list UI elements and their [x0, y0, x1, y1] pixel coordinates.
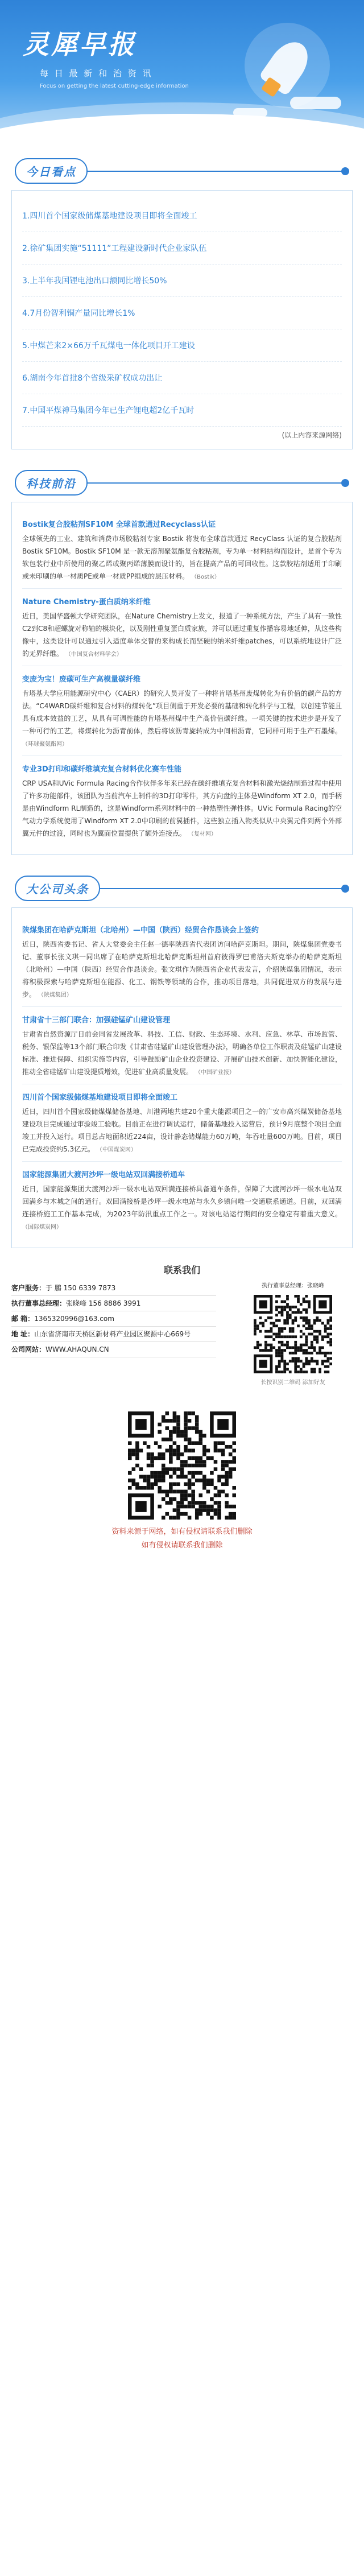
tech-articles [11, 502, 353, 855]
section-title: 大公司头条 [15, 876, 100, 901]
list-item[interactable]: 5.中煤芒来2×66万千瓦煤电一体化项目开工建设 [22, 329, 342, 362]
section-heading-tech [0, 460, 364, 499]
article-body: 甘肃省自然资源厅日前会同省发展改革、科技、工信、财政、生态环境、水利、应急、林草、市场监管、税务、银保监等13个部门联合印发《甘肃省硅锰矿山建设管理办法》，明确各单位工作职责及硅锰矿山建设标准、推进保障、组织实施等内容，引导鼓励矿山企业投资建设、开展矿山技术创新、加快智能化建设，推动全省硅锰矿山建设提质增效，促进矿业高质量发展。 （中国矿业报） [22, 1030, 342, 1076]
contact-row: 客户服务：于 鹏 150 6339 7873 [11, 1281, 216, 1296]
footer-line: 资料来源于网络，如有侵权请联系我们删除 [111, 1528, 253, 1536]
article-source: （中国复合材料学会） [65, 651, 122, 658]
footer-line: 如有侵权请联系我们删除 [141, 1541, 223, 1550]
section-title: 今日看点 [15, 158, 88, 184]
contact-title: 联系我们 [163, 1265, 200, 1275]
contact-row: 执行董事总经理：张晓峰 156 8886 3991 [11, 1296, 216, 1311]
article [22, 1084, 342, 1162]
article-title[interactable]: 变废为宝！废碳可生产高模量碳纤维 [22, 675, 141, 684]
article-source: （环球聚氨酯网） [22, 741, 68, 748]
section-title: 科技前沿 [15, 470, 88, 496]
article-title[interactable]: Bostik复合胶粘剂SF10M 全球首款通过Recyclass认证 [22, 521, 216, 529]
header-banner [0, 0, 364, 148]
article-body: 近日，陕西省委书记、省人大常委会主任赵一德率陕西省代表团访问哈萨克斯坦。期间，陕煤集团党委书记、董事长张文琪一同出席了在哈萨克斯坦北哈萨克斯坦州首府彼得罗巴甫洛夫斯克举办的哈萨克斯坦（北哈州）—中国（陕西）经贸合作恳谈会。张文琪作为陕西省企业代表发言，介绍陕煤集团情况，表示将积极探索与哈萨克斯坦在能源、化工、钢铁等领域的合作，推动项目落地，共同促进双方的发展与进步。 （陕煤集团） [22, 940, 342, 998]
heading-dot [341, 479, 349, 487]
qr-code-panel [233, 1281, 353, 1387]
qr-caption: 执行董事总经理：张晓峰 [262, 1283, 324, 1289]
page-subtitle: 每 日 最 新 和 治 资 讯 [40, 68, 153, 79]
list-item[interactable]: 6.湖南今年首批8个省级采矿权成功出让 [22, 362, 342, 394]
list-item[interactable]: 4.7月份智利铜产量同比增长1% [22, 297, 342, 329]
contact-row[interactable]: 邮 箱：1365320996@163.com [11, 1311, 216, 1327]
article-body: 近日，国家能源集团大渡河沙坪一级水电站双回满连接桥具备通车条件，保障了大渡河沙坪一级水电站双回满乡与木城之间的通行。双回满接桥是沙坪一级水电站与永久乡镇间唯一交通联系通道。目前，双回满连接桥施工工作基本完成，为2023年防汛重点工作之一。对该电站运行期间的安全稳定有着重大意义。 （国际煤炭网） [22, 1185, 342, 1231]
section-heading-company [0, 865, 364, 905]
contact-row[interactable]: 公司网站：WWW.AHAQUN.CN [11, 1342, 216, 1357]
article-title[interactable]: 国家能源集团大渡河沙坪一级电站双回满接桥通车 [22, 1171, 185, 1179]
qr-code-icon[interactable] [250, 1291, 336, 1377]
article [22, 511, 342, 589]
contact-row: 地 址：山东省济南市天桥区新材料产业园区聚源中心669号 [11, 1327, 216, 1342]
article-source: （陕煤集团） [38, 992, 72, 998]
article-source: （复材网） [188, 831, 217, 837]
article-body: 全球领先的工业、建筑和消费市场胶粘剂专家 Bostik 将发布全球首款通过 RecyClass 认证的复合胶粘剂 Bostik SF10M。Bostik SF10M 是一款无溶剂聚氨酯复合胶粘剂，专为单一材料结构而设计，是首个专为软包装行业中所使用的聚乙烯或聚丙烯薄膜而设计的，旨在提高产品的可回收性。这款胶粘剂适用于印刷或未印刷的单一材质PE或单一材质PP组成的层压材料。 （Bostik） [22, 535, 342, 580]
heading-dot [341, 885, 349, 893]
article-title[interactable]: 陕煤集团在哈萨克斯坦（北哈州）—中国（陕西）经贸合作恳谈会上签约 [22, 926, 259, 935]
article [22, 756, 342, 845]
today-list [11, 190, 353, 449]
footer-note [0, 1525, 364, 1553]
article-source: （中国矿业报） [195, 1070, 235, 1076]
article [22, 589, 342, 666]
article-source: （Bostik） [191, 574, 220, 580]
article-title[interactable]: 四川首个国家级储煤基地建设项目即将全面竣工 [22, 1093, 178, 1102]
qr-note: 长按识别二维码 添加好友 [260, 1380, 325, 1386]
article [22, 1007, 342, 1084]
list-item[interactable]: 2.徐矿集团实施“51111”工程建设新时代企业家队伍 [22, 232, 342, 265]
article [22, 666, 342, 756]
list-item[interactable]: 3.上半年我国锂电池出口额同比增长50% [22, 265, 342, 297]
section-heading-today [0, 148, 364, 188]
article-body: 近日，四川首个国家级储煤煤储备基地、川港两地共建20个重大能源项目之一的广安市高兴煤炭储备基地建设项目完成通过审验竣工验收。目前正在进行调试运行，储备基地投入运营后，预计9月底整个项目全面竣工并投入运行。项目总占地面积近224亩，设计静态储煤能力60万吨，年吞吐量600万吨。目前，项目已完成投资约5.3亿元。 （中国煤炭网） [22, 1108, 342, 1153]
qr-code-icon[interactable] [128, 1411, 236, 1520]
article-source: （国际煤炭网） [22, 1224, 62, 1231]
list-item[interactable]: 1.四川首个国家级储煤基地建设项目即将全面竣工 [22, 200, 342, 232]
page-tagline: Focus on getting the latest cutting-edge information [40, 83, 189, 89]
contact-section [11, 1281, 353, 1406]
article-body: 近日，美国华盛顿大学研究团队，在Nature Chemistry上发文，报道了一种系统方法，产生了具有一致性C2到C8和超螺旋对称轴的模块化，以及刚性重复蛋白质家族，并可以通过重复作播容易地延伸，从这些构像中，这类设计可以通过引入适度单体交替的来构成长而坚硬的纳米纤维patches，可以系统地设计广泛的无界纤维。 （中国复合材料学会） [22, 612, 342, 658]
contact-info [11, 1281, 216, 1357]
article [22, 917, 342, 1007]
article-title[interactable]: 甘肃省十三部门联合：加强硅锰矿山建设管理 [22, 1016, 171, 1025]
article-body: 肯塔基大学应用能源研究中心（CAER）的研究人员开发了一种将肯塔基州废煤转化为有价值的碳产品的方法。“C4WARD碳纤维和复合材料的煤转化”项目侧重于开发必要的基础和转化科学与工程，以创建节能且具有成本效益的工艺，从具有可调性能的肯塔基州煤中生产高价值碳纤维。一项关键的技术进步是开发了一种可行的工艺，将煤转化为沥青前体，然后将该沥青旋转成为中间相沥青，它同样可用于生产石墨烯。 （环球聚氨酯网） [22, 690, 342, 748]
article-body: CRP USA和UVic Formula Racing合作伙伴多年来已经在碳纤维填充复合材料和激光烧结制造过程中使用了许多功能部件，该团队为当前汽车上制件的3D打印零件，其方向盘的主体是Windform XT 2.0，而手柄是由Windform RL制造的，这是Windform系列材料中的一种热塑性弹性体。UVic Formula Racing的空气动力学系统使用了Windform XT 2.0中印刷的前翼插件，这些独立插入物类似从中央翼元件到两个外部翼元件的过渡，同时也为翼面位置提供了额外连接点。 （复材网） [22, 779, 342, 837]
article-title[interactable]: Nature Chemistry-蛋白质纳米纤维 [22, 598, 151, 606]
heading-dot [341, 167, 349, 175]
company-articles [11, 907, 353, 1248]
list-item[interactable]: 7.中国平煤神马集团今年已生产锂电超2亿千瓦时 [22, 394, 342, 427]
source-note: (以上内容来源网络) [282, 431, 342, 439]
page-title: 灵犀早报 [23, 29, 136, 60]
article [22, 1162, 342, 1239]
article-title[interactable]: 专业3D打印和碳纤维填充复合材料优化赛车性能 [22, 765, 181, 774]
article-source: （中国煤炭网） [96, 1147, 136, 1153]
